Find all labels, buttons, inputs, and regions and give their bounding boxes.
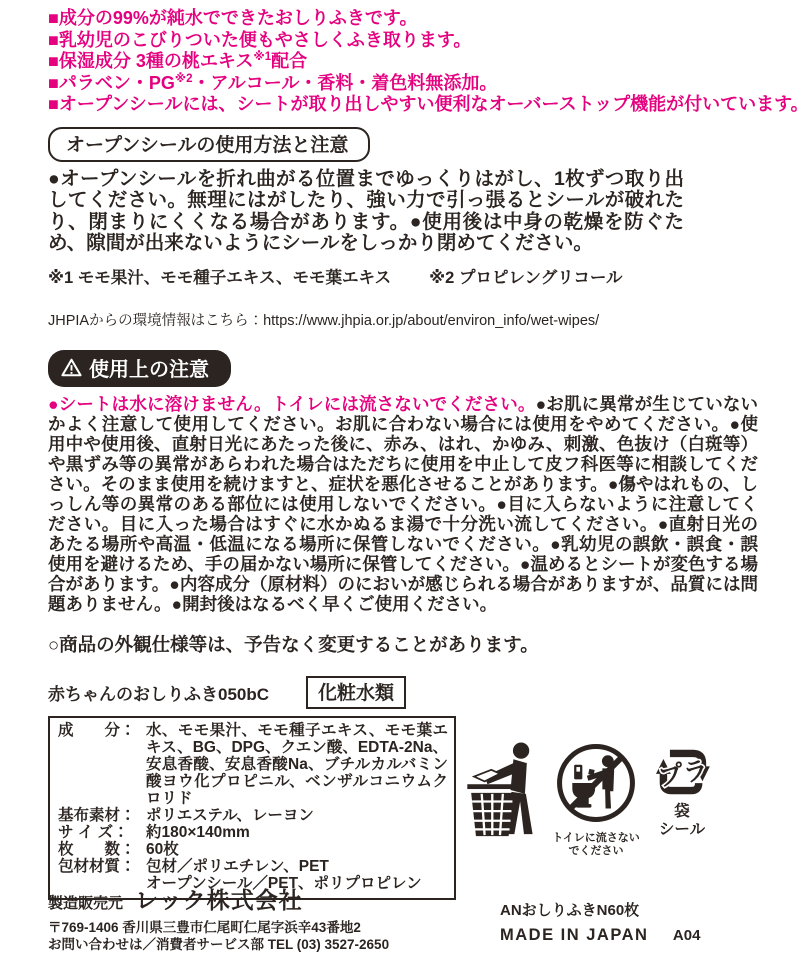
caution-text [48,394,758,614]
maker-name: レック株式会社 [135,886,303,913]
bullet-square: ■ [48,29,59,50]
lot-code: A04 [672,926,701,944]
maker-contact: お問い合わせは／消費者サービス部 TEL (03) 3527-2650 [48,937,390,952]
bullet-square: ■ [48,51,59,71]
feature-item [48,94,809,116]
made-in-japan: MADE IN JAPAN [500,925,649,944]
caution-header-pill [48,350,231,387]
plastic-recycle-icon [650,746,714,839]
open-seal-instructions: ●オープンシールを折れ曲がる位置までゆっくりはがし、1枚ずつ取り出してください。無理にはがしたり、強い力で引っ張るとシールが破れたり、閉まりにくくなる場合があります。●使用後は中身の乾燥を防ぐため、隙間が出来ないようにシールをしっかり閉めてください。 [48,167,684,254]
spec-value: 60枚 [146,840,179,858]
spec-label: 枚 数： [58,840,136,858]
feature-text: パラベン・PG [58,72,175,93]
exterior-change-note: ○商品の外観仕様等は、予告なく変更することがあります。 [48,633,539,655]
footer [48,882,756,954]
bullet-square: ■ [48,72,59,93]
spec-table [48,716,456,900]
cosmetic-category-box: 化粧水類 [306,676,406,709]
footnotes-line [48,264,756,288]
feature-text: 保湿成分 3種の桃エキス [58,51,254,71]
maker-address: 〒769-1406 香川県三豊市仁尾町仁尾字浜辛43番地2 [48,919,361,935]
feature-text: 乳幼児のこびりついた便もやさしくふき取ります。 [58,29,472,50]
jhpia-info-line: JHPIAからの環境情報はこちら：https://www.jhpia.or.jp/about/environ_info/wet-wipes/ [48,312,600,329]
product-code-name: 赤ちゃんのおしりふき050bC [48,685,270,704]
product-sku: ANおしりふきN60枚 [500,901,640,919]
footnote-1: ※1 モモ果汁、モモ種子エキス、モモ葉エキス [48,268,392,287]
feature-text: 成分の99%が純水でできたおしりふきです。 [58,8,418,28]
footnote-marker: ※2 [174,72,193,85]
spec-label: サ イ ズ： [58,823,129,841]
open-seal-header-pill: オープンシールの使用方法と注意 [48,127,370,162]
bullet-square: ■ [48,8,59,28]
pla-caption-bag: 袋 [674,802,690,820]
tidyman-dispose-icon [462,742,536,843]
spec-row [58,807,448,824]
feature-item [48,73,756,95]
maker-label: 製造販売元 [48,894,124,912]
feature-text: 配合 [271,51,308,71]
bullet-square: ■ [48,94,59,114]
feature-list [48,8,809,116]
footnote-marker: ※1 [253,51,272,63]
spec-row [58,824,448,841]
spec-label: 基布素材： [58,806,136,824]
footer-right [500,899,700,945]
spec-label: 成 分： [58,721,136,739]
no-flush-toilet-icon [546,742,646,858]
spec-value: 約180×140mm [146,823,250,841]
caution-body: ●お肌に異常が生じていないかよく注意して使用してください。お肌に合わない場合には使用をやめてください。●使用中や使用後、直射日光にあたった後に、赤み、はれ、かゆみ、刺激、色抜け（白斑等）や黒ずみ等の異常があらわれた場合はただちに使用を中止して皮フ科医等に相談してください。そのまま使用を続けますと、症状を悪化させることがあります。●傷やはれもの、しっしん等の異常のある部位には使用しないでください。●目に入らないように注意してください。目に入った場合はすぐに水かぬるま湯で十分洗い流してください。●直射日光のあたる場所や高温・低温になる場所に保管しないでください。●乳幼児の誤飲・誤食・誤使用を避けるため、手の届かない場所に保管してください。●温めるとシートが変色する場合があります。●内容成分（原材料）のにおいが感じられる場合がありますが、品質には問題ありません。●開封後はなるべく早くご使用ください。 [48,393,758,614]
feature-item [48,51,756,73]
spec-label: 包材材質： [58,857,136,875]
spec-and-icons [48,716,756,892]
feature-item [48,30,756,52]
spec-value: 水、モモ果汁、モモ種子エキス、モモ葉エキス、BG、DPG、クエン酸、EDTA-2Na、安息香酸、安息香酸Na、ブチルカルバミン酸ヨウ化プロピニル、ベンザルコニウムクロリド [146,721,448,807]
caution-header-text: 使用上の注意 [89,358,209,381]
caution-lead: ●シートは水に溶けません。トイレには流さないでください。 [48,393,536,414]
feature-item [48,8,756,30]
footnote-2: ※2 プロピレングリコール [429,268,623,287]
no-flush-caption: トイレに流さない でください [552,831,640,857]
spec-row [58,722,448,807]
feature-text: オープンシールには、シートが取り出しやすい便利なオーバーストップ機能が付いています。 [58,94,809,114]
product-row [48,677,756,709]
origin-line [500,926,700,945]
pla-mark-text: プラ [656,755,711,792]
spec-row [58,841,448,858]
warning-triangle-icon [61,358,82,377]
spec-value: 包材／ポリエチレン、PET オープンシール／PET、ポリプロピレン [146,857,422,892]
feature-text: ・アルコール・香料・着色料無添加。 [192,72,498,93]
pla-caption-seal: シール [658,820,706,838]
spec-value: ポリエステル、レーヨン [146,806,314,824]
